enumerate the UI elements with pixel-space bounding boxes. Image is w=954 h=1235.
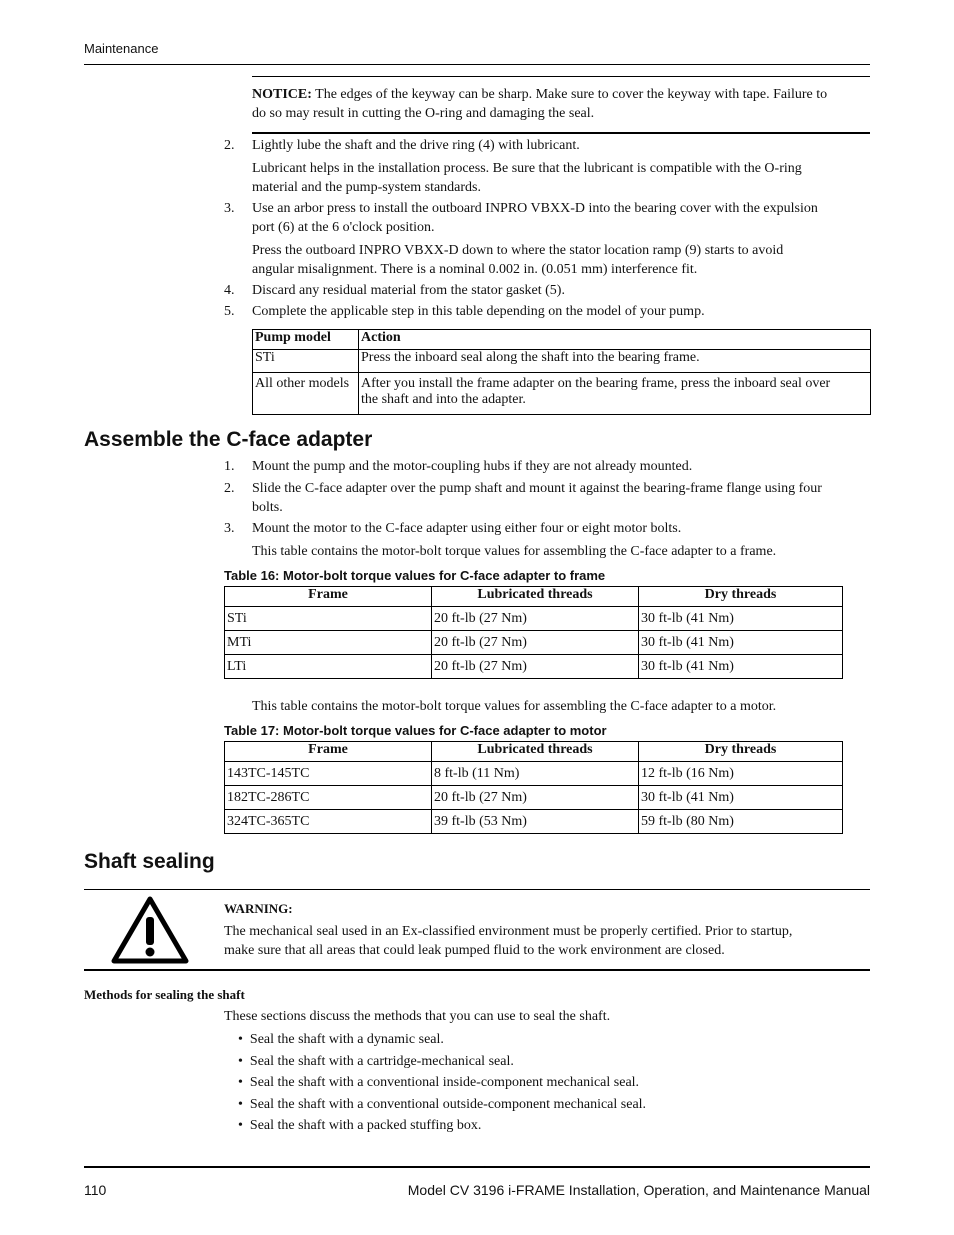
paragraph: This table contains the motor-bolt torque values for assembling the C-face adapter to a motor. xyxy=(252,699,777,714)
section-heading: Assemble the C-face adapter xyxy=(84,428,373,451)
table-row: 182TC-286TC 20 ft-lb (27 Nm) 30 ft-lb (41 Nm) xyxy=(225,786,843,810)
torque-table-motor xyxy=(224,741,843,834)
page-number: 110 xyxy=(84,1182,107,1198)
table-header: Lubricated threads xyxy=(432,742,639,762)
step-text: Discard any residual material from the stator gasket (5). xyxy=(252,283,565,298)
step-text: Mount the pump and the motor-coupling hubs if they are not already mounted. xyxy=(252,459,693,474)
table-header: Frame xyxy=(225,742,432,762)
table-row: STi Press the inboard seal along the shaft into the bearing frame. xyxy=(253,350,871,373)
list-item: • Seal the shaft with a cartridge-mechanical seal. xyxy=(238,1054,514,1069)
torque-table-frame xyxy=(224,586,843,679)
list-item: • Seal the shaft with a conventional outside-component mechanical seal. xyxy=(238,1097,647,1112)
warning-label: WARNING: xyxy=(224,901,293,916)
list-item: • Seal the shaft with a packed stuffing box. xyxy=(238,1118,482,1133)
step-text: Slide the C-face adapter over the pump shaft and mount it against the bearing-frame flange using four bolts. xyxy=(252,481,822,515)
notice-top-rule xyxy=(252,76,870,77)
table-caption: Table 16: Motor-bolt torque values for C-face adapter to frame xyxy=(224,568,606,583)
step-number: 2. xyxy=(224,481,235,496)
table-header: Lubricated threads xyxy=(432,587,639,607)
step-number: 3. xyxy=(224,521,235,536)
table-row: MTi 20 ft-lb (27 Nm) 30 ft-lb (41 Nm) xyxy=(225,631,843,655)
step-text: Complete the applicable step in this table depending on the model of your pump. xyxy=(252,304,705,319)
table-header: Dry threads xyxy=(639,742,843,762)
list-item: • Seal the shaft with a dynamic seal. xyxy=(238,1032,444,1047)
step-text: Mount the motor to the C-face adapter using either four or eight motor bolts. xyxy=(252,521,682,536)
footer-rule xyxy=(84,1166,870,1168)
warning-triangle-icon xyxy=(110,895,190,965)
section-heading: Shaft sealing xyxy=(84,850,215,873)
step-text: Use an arbor press to install the outboard INPRO VBXX-D into the bearing cover with the expulsion port (6) at the 6 o'clock position. xyxy=(252,201,818,235)
table-row: 143TC-145TC 8 ft-lb (11 Nm) 12 ft-lb (16 Nm) xyxy=(225,762,843,786)
running-header: Maintenance xyxy=(84,41,159,56)
table-row: STi 20 ft-lb (27 Nm) 30 ft-lb (41 Nm) xyxy=(225,607,843,631)
table-row: All other models After you install the frame adapter on the bearing frame, press the inboard seal over the shaft and into the adapter. xyxy=(253,373,871,415)
step-number: 4. xyxy=(224,283,235,298)
warning-bottom-rule xyxy=(84,969,870,971)
paragraph: These sections discuss the methods that you can use to seal the shaft. xyxy=(224,1009,611,1024)
list-item: • Seal the shaft with a conventional inside-component mechanical seal. xyxy=(238,1075,640,1090)
warning-text: The mechanical seal used in an Ex-classified environment must be properly certified. Prior to startup, make sure that all areas that could leak pumped fluid to the work environment are closed. xyxy=(224,924,793,958)
table-caption: Table 17: Motor-bolt torque values for C-face adapter to motor xyxy=(224,723,607,738)
table-row: 324TC-365TC 39 ft-lb (53 Nm) 59 ft-lb (80 Nm) xyxy=(225,810,843,834)
methods-list xyxy=(238,1030,646,1137)
step-number: 1. xyxy=(224,459,235,474)
table-header: Dry threads xyxy=(639,587,843,607)
step-number: 2. xyxy=(224,138,235,153)
step-note: Lubricant helps in the installation process. Be sure that the lubricant is compatible with the O-ring material and the pump-system standards. xyxy=(252,161,802,195)
notice-bottom-rule xyxy=(252,132,870,134)
step-number: 5. xyxy=(224,304,235,319)
table-header: Pump model xyxy=(253,330,359,350)
step-text: Lightly lube the shaft and the drive ring (4) with lubricant. xyxy=(252,138,580,153)
table-header: Action xyxy=(359,330,871,350)
table-row: LTi 20 ft-lb (27 Nm) 30 ft-lb (41 Nm) xyxy=(225,655,843,679)
warning-top-rule xyxy=(84,889,870,890)
step-note: Press the outboard INPRO VBXX-D down to where the stator location ramp (9) starts to avoid angular misalignment. There is a nominal 0.002 in. (0.051 mm) interference fit. xyxy=(252,243,784,277)
step-note: This table contains the motor-bolt torque values for assembling the C-face adapter to a frame. xyxy=(252,544,777,559)
notice-text: NOTICE: The edges of the keyway can be sharp. Make sure to cover the keyway with tape. Failure to do so may result in cutting the O-ring and damaging the seal. xyxy=(252,87,828,121)
header-rule xyxy=(84,64,870,65)
manual-title: Model CV 3196 i-FRAME Installation, Operation, and Maintenance Manual xyxy=(407,1182,870,1198)
pump-model-table xyxy=(252,329,871,415)
step-number: 3. xyxy=(224,201,235,216)
notice-label: NOTICE: xyxy=(252,87,312,102)
subheading: Methods for sealing the shaft xyxy=(84,987,245,1002)
table-header: Frame xyxy=(225,587,432,607)
